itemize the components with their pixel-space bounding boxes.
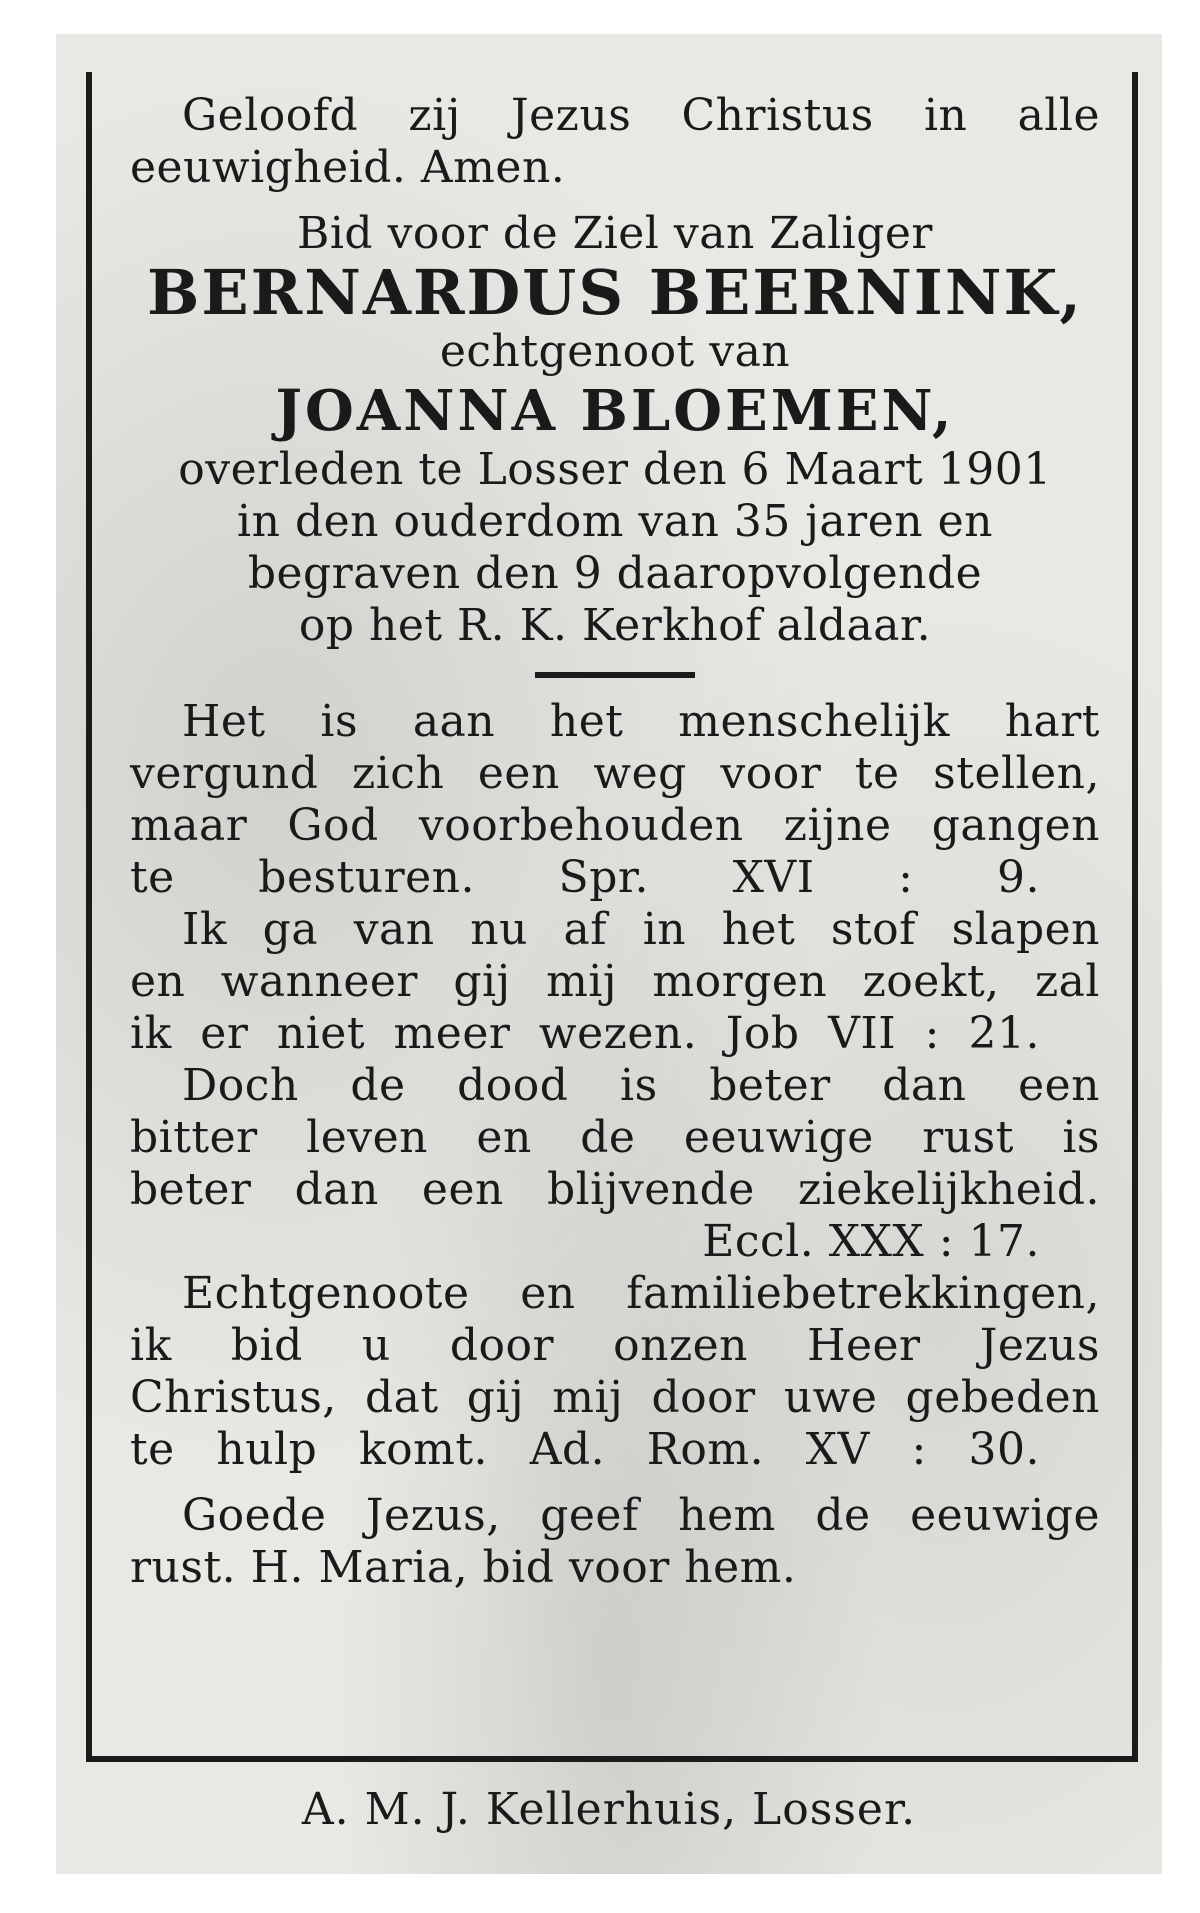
verse-3-reference: Eccl. XXX : 17. bbox=[702, 1216, 1040, 1267]
death-line-3: begraven den 9 daaropvolgende bbox=[247, 548, 983, 599]
verse-2-last-line bbox=[130, 1008, 1100, 1060]
intro-line: Bid voor de Ziel van Zaliger bbox=[297, 208, 933, 259]
verse-1-line-1: Het is aan het menschelijk hart bbox=[182, 696, 1100, 747]
divider-rule bbox=[535, 672, 695, 678]
verse-4-last-line bbox=[130, 1424, 1100, 1476]
closing-prayer-line-1: Goede Jezus, geef hem de eeuwige bbox=[182, 1490, 1100, 1541]
verse-4-reference: Ad. Rom. XV : 30. bbox=[529, 1424, 1040, 1475]
death-line-2: in den ouderdom van 35 jaren en bbox=[237, 496, 993, 547]
verse-2-line-1: Ik ga van nu af in het stof slapen bbox=[182, 904, 1100, 955]
verse-4-line-1: Echtgenoote en familiebetrekkingen, bbox=[182, 1268, 1100, 1319]
verse-1-line-3: maar God voorbehouden zijne gangen bbox=[130, 800, 1100, 851]
death-line-1: overleden te Losser den 6 Maart 1901 bbox=[178, 444, 1052, 495]
spouse-name: JOANNA BLOEMEN, bbox=[275, 378, 955, 444]
verse-3-line-2: bitter leven en de eeuwige rust is bbox=[130, 1112, 1100, 1163]
opening-prayer-line-1: Geloofd zij Jezus Christus in alle bbox=[182, 90, 1100, 141]
verse-2-reference: Job VII : 21. bbox=[725, 1008, 1040, 1059]
opening-prayer-line-2: eeuwigheid. Amen. bbox=[130, 142, 566, 193]
verse-1-last-line bbox=[130, 852, 1100, 904]
verse-4-line-2: ik bid u door onzen Heer Jezus bbox=[130, 1320, 1100, 1371]
verse-2-last-text: ik er niet meer wezen. bbox=[130, 1008, 698, 1059]
verse-3-line-1: Doch de dood is beter dan een bbox=[182, 1060, 1100, 1111]
printer-imprint: A. M. J. Kellerhuis, Losser. bbox=[301, 1784, 917, 1835]
verse-3-line-3: beter dan een blijvende ziekelijkheid. bbox=[130, 1164, 1100, 1215]
verse-1-last-text: te besturen. bbox=[130, 852, 475, 903]
closing-prayer-line-2: rust. H. Maria, bid voor hem. bbox=[130, 1542, 797, 1593]
verse-1-reference: Spr. XVI : 9. bbox=[558, 852, 1040, 903]
deceased-name: BERNARDUS BEERNINK, bbox=[147, 256, 1083, 329]
verse-4-line-3: Christus, dat gij mij door uwe gebeden bbox=[130, 1372, 1100, 1423]
verse-2-line-2: en wanneer gij mij morgen zoekt, zal bbox=[130, 956, 1100, 1007]
verse-4-last-text: te hulp komt. bbox=[130, 1424, 489, 1475]
verse-1-line-2: vergund zich een weg voor te stellen, bbox=[130, 748, 1100, 799]
spouse-intro: echtgenoot van bbox=[439, 326, 791, 377]
death-line-4: op het R. K. Kerkhof aldaar. bbox=[298, 600, 932, 651]
card-text bbox=[130, 90, 1100, 1594]
